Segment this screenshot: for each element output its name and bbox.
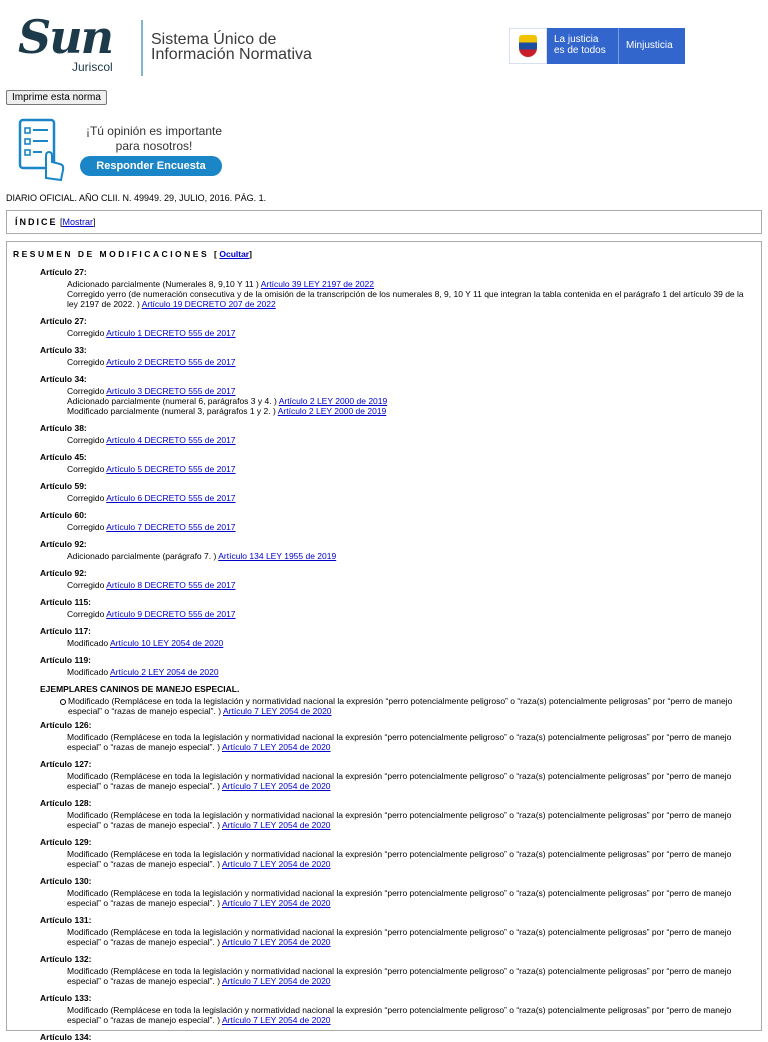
article-label: Artículo 117: [40,626,92,636]
indice-panel: ÍNDICE [Mostrar] [6,210,762,234]
modification-link[interactable]: Artículo 7 LEY 2054 de 2020 [221,1015,331,1025]
survey-question-line2: para nosotros! [115,139,193,153]
colombia-shield-icon [509,28,547,64]
site-header [0,0,768,90]
special-link[interactable]: Artículo 7 LEY 2054 de 2020 [222,706,332,716]
article-label: Artículo 126: [40,720,92,730]
modification-text: Modificado [67,638,109,648]
article-label: Artículo 127: [40,759,92,769]
modification-link[interactable]: Artículo 7 LEY 2054 de 2020 [221,781,331,791]
survey-banner [14,114,228,186]
minjusticia-banner[interactable] [509,28,685,64]
gov-slogan-line1: La justicia [554,34,599,45]
system-title [151,32,312,62]
modification-item [40,452,755,474]
modification-line [40,551,755,561]
modification-link[interactable]: Artículo 2 DECRETO 555 de 2017 [106,357,236,367]
modification-item [40,626,755,648]
modification-text: Modificado (Remplácese en toda la legislación y normatividad nacional la expresión “perro potencialmente peligroso” o “raza(s) potencialmente peligrosas” por “perro de manejo especial” o “razas de manejo especial”. ) [67,810,732,830]
answer-survey-button[interactable]: Responder Encuesta [80,156,222,176]
modification-text: Adicionado parcialmente (numeral 6, parágrafos 3 y 4. ) [67,396,277,406]
article-label: Artículo 92: [40,568,87,578]
resumen-panel [6,241,762,1042]
modification-item [40,510,755,532]
modification-item [40,837,755,869]
article-label: Artículo 92: [40,539,87,549]
logo-subtitle: Juriscol [72,60,113,74]
modification-link[interactable]: Artículo 2 LEY 2000 de 2019 [278,396,388,406]
modification-item [40,798,755,830]
modification-item [40,597,755,619]
modification-link[interactable]: Artículo 7 DECRETO 555 de 2017 [106,522,236,532]
article-label: Artículo 134: [40,1032,92,1042]
special-section [13,684,755,716]
modification-line [40,849,755,869]
modification-item [40,316,755,338]
modification-text: Modificado [67,667,109,677]
modification-text: Corregido [67,357,105,367]
modification-item [40,720,755,752]
modification-text: Modificado (Remplácese en toda la legislación y normatividad nacional la expresión “perro potencialmente peligroso” o “raza(s) potencialmente peligrosas” por “perro de manejo especial” o “razas de manejo especial”. ) [67,732,732,752]
resumen-title: RESUMEN DE MODIFICACIONES [13,249,210,259]
article-label: Artículo 59: [40,481,87,491]
modification-text: Modificado (Remplácese en toda la legislación y normatividad nacional la expresión “perro potencialmente peligroso” o “raza(s) potencialmente peligrosas” por “perro de manejo especial” o “razas de manejo especial”. ) [67,849,732,869]
article-label: Artículo 128: [40,798,92,808]
modification-text: Adicionado parcialmente (parágrafo 7. ) [67,551,217,561]
modification-line [40,522,755,532]
article-label: Artículo 119: [40,655,92,665]
modification-text: Modificado (Remplácese en toda la legislación y normatividad nacional la expresión “perro potencialmente peligroso” o “raza(s) potencialmente peligrosas” por “perro de manejo especial” o “razas de manejo especial”. ) [67,888,732,908]
modification-link[interactable]: Artículo 134 LEY 1955 de 2019 [218,551,337,561]
diario-oficial-reference: DIARIO OFICIAL. AÑO CLII. N. 49949. 29, JULIO, 2016. PÁG. 1. [6,193,267,203]
modification-line [40,638,755,648]
special-canines-block [40,684,755,716]
article-label: Artículo 130: [40,876,92,886]
article-label: Artículo 34: [40,374,87,384]
modification-item [40,568,755,590]
resumen-header: RESUMEN DE MODIFICACIONES [Ocultar] [13,249,255,259]
modification-line [40,1005,755,1025]
modification-line [40,386,755,396]
modifications-list [13,267,755,677]
modification-link[interactable]: Artículo 7 LEY 2054 de 2020 [221,820,331,830]
article-label: Artículo 27: [40,267,87,277]
gov-divider [618,28,619,64]
article-label: Artículo 45: [40,452,87,462]
modification-link[interactable]: Artículo 4 DECRETO 555 de 2017 [106,435,236,445]
modification-text: Modificado (Remplácese en toda la legislación y normatividad nacional la expresión “perro potencialmente peligroso” o “raza(s) potencialmente peligrosas” por “perro de manejo especial” o “razas de manejo especial”. ) [67,927,732,947]
modification-line [40,464,755,474]
modification-link[interactable]: Artículo 2 LEY 2000 de 2019 [277,406,387,416]
modification-item [40,876,755,908]
modification-item [40,423,755,445]
modification-line [40,357,755,367]
modification-line [40,966,755,986]
modification-link[interactable]: Artículo 7 LEY 2054 de 2020 [221,976,331,986]
modification-item [40,1032,755,1042]
modification-item [40,267,755,309]
modification-line [40,771,755,791]
modification-link[interactable]: Artículo 8 DECRETO 555 de 2017 [106,580,236,590]
modification-line [40,493,755,503]
modification-text: Corregido [67,493,105,503]
print-button[interactable]: Imprime esta norma [6,90,107,105]
modification-text: Corregido [67,464,105,474]
modification-line [40,888,755,908]
modification-text: Adicionado parcialmente (Numerales 8, 9,10 Y 11 ) [67,279,259,289]
article-label: Artículo 131: [40,915,92,925]
modification-link[interactable]: Artículo 3 DECRETO 555 de 2017 [106,386,236,396]
modification-link[interactable]: Artículo 6 DECRETO 555 de 2017 [106,493,236,503]
modification-line [40,328,755,338]
article-label: Artículo 132: [40,954,92,964]
gov-ministry: Minjusticia [626,40,673,51]
modification-text: Corregido yerro (de numeración consecutiva y de la omisión de la transcripción de los numerales 8, 9, 10 Y 11 que integran la tabla contenida en el parágrafo 1 del artículo 39 de la ley 2197 de 2022. ) [67,289,744,309]
gov-slogan [554,34,606,56]
header-divider [141,20,143,76]
modification-text: Corregido [67,522,105,532]
modification-line [40,279,755,289]
modification-link[interactable]: Artículo 19 DECRETO 207 de 2022 [141,299,276,309]
resumen-hide-link[interactable]: Ocultar [219,249,250,259]
modification-text: Corregido [67,328,105,338]
modification-item [40,655,755,677]
gov-slogan-line2: es de todos [554,45,606,56]
modification-text: Corregido [67,580,105,590]
special-bullet [40,696,755,716]
modification-item [40,374,755,416]
survey-checklist-icon [18,118,66,182]
modification-item [40,915,755,947]
survey-question-line1: ¡Tú opinión es importante [85,124,223,138]
article-label: Artículo 33: [40,345,87,355]
sun-juriscol-logo[interactable] [18,10,148,76]
modification-line [40,289,755,309]
modification-text: Modificado (Remplácese en toda la legislación y normatividad nacional la expresión “perro potencialmente peligroso” o “raza(s) potencialmente peligrosas” por “perro de manejo especial” o “razas de manejo especial”. ) [67,966,732,986]
special-title: EJEMPLARES CANINOS DE MANEJO ESPECIAL. [40,684,240,694]
modification-link[interactable]: Artículo 2 LEY 2054 de 2020 [110,667,219,677]
modification-item [40,954,755,986]
modification-line [40,732,755,752]
article-label: Artículo 129: [40,837,92,847]
modification-link[interactable]: Artículo 1 DECRETO 555 de 2017 [106,328,236,338]
modification-link[interactable]: Artículo 39 LEY 2197 de 2022 [260,279,375,289]
special-text: Modificado (Remplácese en toda la legislación y normatividad nacional la expresión “perro potencialmente peligroso” o “raza(s) potencialmente peligrosas” por “perro de manejo especial” o “razas de manejo especial”. ) [68,696,733,716]
modification-line [40,406,755,416]
modification-text: Modificado parcialmente (numeral 3, parágrafos 1 y 2. ) [67,406,276,416]
modification-link[interactable]: Artículo 10 LEY 2054 de 2020 [110,638,224,648]
article-label: Artículo 27: [40,316,87,326]
modification-link[interactable]: Artículo 9 DECRETO 555 de 2017 [106,609,236,619]
modifications-list-continued [13,720,755,1042]
modification-text: Modificado (Remplácese en toda la legislación y normatividad nacional la expresión “perro potencialmente peligroso” o “raza(s) potencialmente peligrosas” por “perro de manejo especial” o “razas de manejo especial”. ) [67,771,732,791]
survey-question [84,124,224,154]
modification-item [40,759,755,791]
article-label: Artículo 60: [40,510,87,520]
modification-text: Corregido [67,386,105,396]
logo-text: Sun [18,10,113,64]
modification-text: Corregido [67,609,105,619]
modification-link[interactable]: Artículo 5 DECRETO 555 de 2017 [106,464,236,474]
modification-line [40,927,755,947]
indice-title: ÍNDICE [15,217,58,227]
article-label: Artículo 133: [40,993,92,1003]
modification-link[interactable]: Artículo 7 LEY 2054 de 2020 [221,742,331,752]
modification-link[interactable]: Artículo 7 LEY 2054 de 2020 [221,898,331,908]
modification-text: Corregido [67,435,105,445]
modification-item [40,539,755,561]
modification-line [40,580,755,590]
article-label: Artículo 38: [40,423,87,433]
modification-line [40,609,755,619]
modification-line [40,810,755,830]
modification-link[interactable]: Artículo 7 LEY 2054 de 2020 [221,859,331,869]
modification-text: Modificado (Remplácese en toda la legislación y normatividad nacional la expresión “perro potencialmente peligroso” o “raza(s) potencialmente peligrosas” por “perro de manejo especial” o “razas de manejo especial”. ) [67,1005,732,1025]
system-title-line2: Información Normativa [151,46,312,63]
modification-link[interactable]: Artículo 7 LEY 2054 de 2020 [221,937,331,947]
indice-show-link[interactable]: Mostrar [62,217,94,227]
modification-line [40,667,755,677]
system-title-line1: Sistema Único de [151,31,277,48]
article-label: Artículo 115: [40,597,92,607]
modification-item [40,345,755,367]
modification-line [40,435,755,445]
modification-item [40,993,755,1025]
modification-item [40,481,755,503]
modification-line [40,396,755,406]
